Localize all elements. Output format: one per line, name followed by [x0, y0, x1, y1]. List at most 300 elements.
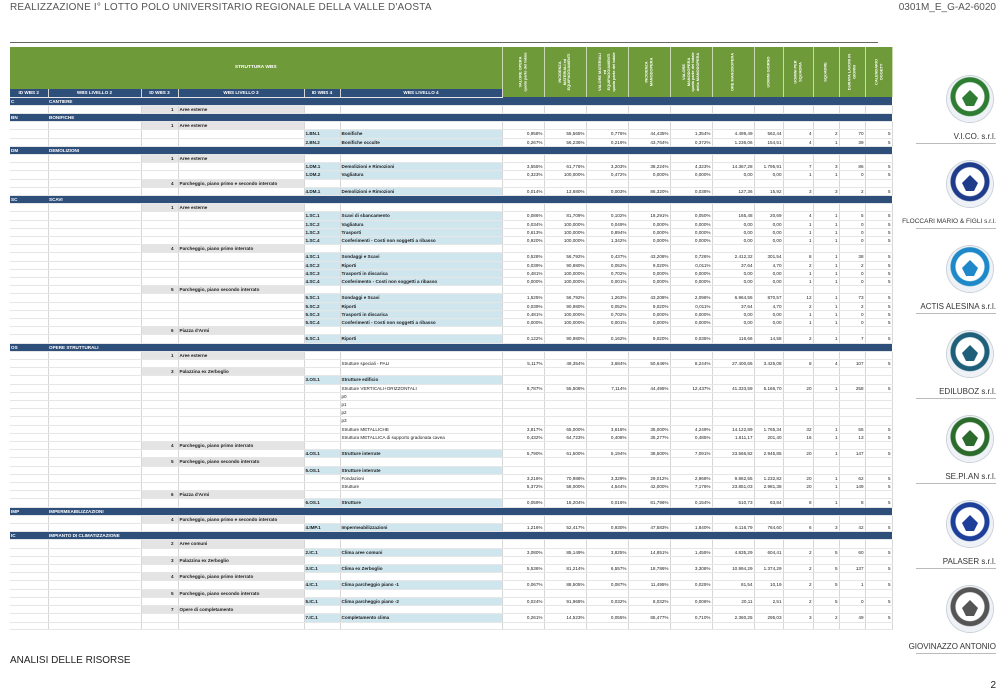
- wbs4-id: 7.IC.1: [304, 614, 340, 622]
- wbs-level3-row: [10, 458, 892, 466]
- empty-cell: [628, 622, 670, 629]
- value-cell: 0,472%: [586, 171, 628, 179]
- document-code: 0301M_E_G-A2-6020: [898, 2, 996, 13]
- wbs4-name: Fondazioni: [340, 474, 502, 482]
- value-cell: 10.994,29: [712, 565, 754, 573]
- value-cell: 1: [783, 236, 813, 244]
- value-cell: 38,224%: [628, 163, 670, 171]
- value-cell: 5: [865, 138, 892, 146]
- column-header-label: ORE MANODOPERA: [729, 52, 735, 92]
- value-cell: 1.232,82: [754, 474, 783, 482]
- value-cell: 149: [839, 483, 865, 491]
- wbs4-id: 3.OS.1: [304, 376, 340, 384]
- empty-cell: [712, 573, 754, 581]
- empty-cell: [586, 154, 628, 162]
- empty-cell: [10, 433, 48, 441]
- wbs3-name: Parcheggio, piano secondo interrato: [178, 589, 304, 597]
- value-cell: 60: [839, 548, 865, 556]
- wbs4-name: p3: [340, 417, 502, 425]
- value-cell: 20,11: [712, 597, 754, 605]
- empty-cell: [178, 163, 304, 171]
- value-cell: 3,216%: [502, 474, 544, 482]
- value-cell: 0,102%: [586, 212, 628, 220]
- wbs3-id: 4: [141, 245, 178, 253]
- empty-cell: [10, 581, 48, 589]
- wbs-level4-row: [10, 433, 892, 441]
- value-cell: 0,034%: [502, 220, 544, 228]
- empty-cell: [48, 556, 141, 564]
- wbs-level4-row: [10, 614, 892, 622]
- value-cell: 5: [865, 597, 892, 605]
- empty-cell: [628, 245, 670, 253]
- column-header: [586, 47, 628, 97]
- empty-cell: [48, 171, 141, 179]
- empty-cell: [544, 515, 586, 523]
- value-cell: [586, 417, 628, 425]
- value-cell: 5: [865, 474, 892, 482]
- empty-cell: [502, 245, 544, 253]
- value-cell: [865, 401, 892, 409]
- value-cell: 0,000%: [628, 228, 670, 236]
- value-cell: [586, 376, 628, 384]
- empty-cell: [502, 573, 544, 581]
- empty-cell: [783, 442, 813, 450]
- wbs4-name: p1: [340, 401, 502, 409]
- empty-cell: [48, 433, 141, 441]
- empty-cell: [628, 458, 670, 466]
- value-cell: 1: [813, 310, 839, 318]
- empty-cell: [783, 368, 813, 376]
- empty-cell: [48, 614, 141, 622]
- value-cell: 18,204%: [544, 499, 586, 507]
- value-cell: 7,176%: [670, 483, 712, 491]
- empty-cell: [178, 261, 304, 269]
- value-cell: 0,00: [754, 171, 783, 179]
- wbs4-id: 4.SC.3: [304, 269, 340, 277]
- value-cell: 2,51: [754, 597, 783, 605]
- empty-cell: [304, 515, 340, 523]
- value-cell: 81,54: [712, 581, 754, 589]
- empty-cell: [865, 491, 892, 499]
- wbs-level4-row: [10, 450, 892, 458]
- empty-cell: [141, 212, 178, 220]
- empty-cell: [865, 245, 892, 253]
- partner-divider: [916, 568, 996, 569]
- value-cell: 73: [839, 294, 865, 302]
- value-cell: [783, 466, 813, 474]
- empty-cell: [48, 474, 141, 482]
- wbs-level3-row: [10, 573, 892, 581]
- value-cell: 0,003%: [586, 187, 628, 195]
- empty-cell: [178, 581, 304, 589]
- empty-cell: [178, 138, 304, 146]
- wbs-level4-row: [10, 417, 892, 425]
- value-cell: 0,050%: [670, 212, 712, 220]
- value-cell: [865, 466, 892, 474]
- section-name: DEMOLIZIONI: [48, 146, 502, 154]
- wbs4-id: 6.SC.1: [304, 335, 340, 343]
- empty-cell: [839, 606, 865, 614]
- empty-cell: [712, 351, 754, 359]
- value-cell: [839, 409, 865, 417]
- value-cell: 1,263%: [586, 294, 628, 302]
- empty-cell: [178, 228, 304, 236]
- wbs3-id: 3: [141, 368, 178, 376]
- empty-cell: [304, 606, 340, 614]
- empty-cell: [304, 622, 340, 629]
- value-cell: 3,329%: [586, 474, 628, 482]
- section-fill: [502, 97, 892, 105]
- empty-cell: [628, 606, 670, 614]
- empty-cell: [628, 286, 670, 294]
- empty-cell: [586, 204, 628, 212]
- value-cell: 5: [865, 277, 892, 285]
- value-cell: [712, 376, 754, 384]
- value-cell: 38: [839, 253, 865, 261]
- empty-cell: [141, 622, 178, 629]
- value-cell: 4: [813, 360, 839, 368]
- section-name: OPERE STRUTTURALI: [48, 343, 502, 351]
- wbs-level4-row: [10, 597, 892, 605]
- value-cell: 55,506%: [544, 384, 586, 392]
- empty-cell: [754, 122, 783, 130]
- wbs-level3-row: [10, 606, 892, 614]
- empty-cell: [48, 425, 141, 433]
- empty-cell: [10, 499, 48, 507]
- partner-block: [908, 582, 1000, 666]
- value-cell: 0,052%: [586, 261, 628, 269]
- partner-block: [912, 412, 1000, 496]
- empty-cell: [754, 204, 783, 212]
- empty-cell: [48, 589, 141, 597]
- empty-cell: [813, 204, 839, 212]
- palaser-logo-icon: [947, 501, 993, 547]
- value-cell: 3,203%: [586, 163, 628, 171]
- empty-cell: [10, 261, 48, 269]
- empty-cell: [670, 204, 712, 212]
- empty-cell: [502, 286, 544, 294]
- empty-cell: [141, 171, 178, 179]
- empty-cell: [783, 105, 813, 113]
- empty-cell: [304, 351, 340, 359]
- wbs-level4-row: [10, 581, 892, 589]
- value-cell: [502, 466, 544, 474]
- empty-cell: [141, 228, 178, 236]
- empty-cell: [48, 515, 141, 523]
- column-header: [783, 47, 813, 97]
- value-cell: 4,70: [754, 302, 783, 310]
- value-cell: 13,680%: [544, 187, 586, 195]
- empty-cell: [141, 163, 178, 171]
- empty-cell: [48, 606, 141, 614]
- wbs4-name: Demolizioni e Rimozioni: [340, 187, 502, 195]
- empty-cell: [754, 351, 783, 359]
- empty-cell: [813, 351, 839, 359]
- empty-cell: [304, 589, 340, 597]
- empty-cell: [754, 442, 783, 450]
- wbs3-id: 1: [141, 105, 178, 113]
- wbs4-name: Conferimenti - Costi non soggetti a ribasso: [340, 318, 502, 326]
- wbs3-name: Parcheggio, piano primo interrato: [178, 245, 304, 253]
- wbs4-id: 1.SC.4: [304, 236, 340, 244]
- empty-cell: [178, 524, 304, 532]
- value-cell: 3: [783, 187, 813, 195]
- empty-cell: [178, 236, 304, 244]
- value-cell: 5: [865, 425, 892, 433]
- empty-cell: [839, 204, 865, 212]
- empty-cell: [502, 606, 544, 614]
- empty-cell: [10, 384, 48, 392]
- id-column-header: ID WBS 3: [141, 89, 178, 97]
- wbs-level4-row: [10, 269, 892, 277]
- empty-cell: [865, 286, 892, 294]
- value-cell: [813, 401, 839, 409]
- value-cell: 0,000%: [502, 277, 544, 285]
- empty-cell: [48, 261, 141, 269]
- empty-cell: [178, 499, 304, 507]
- empty-cell: [586, 368, 628, 376]
- wbs4-id: [304, 401, 340, 409]
- value-cell: 16: [783, 433, 813, 441]
- empty-cell: [48, 245, 141, 253]
- empty-cell: [141, 236, 178, 244]
- value-cell: 5: [865, 294, 892, 302]
- value-cell: 0,000%: [670, 228, 712, 236]
- empty-cell: [586, 573, 628, 581]
- wbs4-name: Demolizioni e Rimozioni: [340, 163, 502, 171]
- value-cell: 8: [783, 360, 813, 368]
- value-cell: [865, 392, 892, 400]
- value-cell: 0,016%: [586, 499, 628, 507]
- empty-cell: [340, 179, 502, 187]
- empty-cell: [502, 368, 544, 376]
- wbs4-name: Bonifiche occulte: [340, 138, 502, 146]
- empty-cell: [10, 565, 48, 573]
- empty-cell: [178, 466, 304, 474]
- wbs3-name: Piazza d'Armi: [178, 491, 304, 499]
- empty-cell: [178, 614, 304, 622]
- value-cell: 81,709%: [544, 212, 586, 220]
- empty-cell: [340, 442, 502, 450]
- value-cell: 23.566,82: [712, 450, 754, 458]
- empty-cell: [839, 515, 865, 523]
- empty-cell: [10, 515, 48, 523]
- section-row: [10, 146, 892, 154]
- value-cell: 5: [865, 384, 892, 392]
- partner-divider: [916, 143, 996, 144]
- value-cell: 20,69: [754, 212, 783, 220]
- empty-cell: [628, 556, 670, 564]
- empty-cell: [783, 204, 813, 212]
- value-cell: 0,00: [712, 220, 754, 228]
- value-cell: 0,00: [712, 171, 754, 179]
- value-cell: 2: [783, 548, 813, 556]
- partner-block: [912, 242, 1000, 326]
- wbs-level3-row: [10, 179, 892, 187]
- empty-cell: [754, 327, 783, 335]
- vico-logo-icon: [947, 76, 993, 122]
- value-cell: [839, 376, 865, 384]
- empty-cell: [670, 368, 712, 376]
- empty-cell: [48, 540, 141, 548]
- empty-cell: [839, 491, 865, 499]
- empty-cell: [141, 360, 178, 368]
- empty-cell: [48, 204, 141, 212]
- value-cell: 5: [865, 499, 892, 507]
- value-cell: [712, 392, 754, 400]
- empty-cell: [10, 179, 48, 187]
- value-cell: 0,323%: [502, 171, 544, 179]
- value-cell: 1: [813, 384, 839, 392]
- value-cell: 0,001%: [586, 277, 628, 285]
- value-cell: [813, 392, 839, 400]
- value-cell: 0,00: [712, 277, 754, 285]
- empty-cell: [670, 286, 712, 294]
- wbs4-id: 1.DM.2: [304, 171, 340, 179]
- value-cell: 5: [865, 187, 892, 195]
- value-cell: 2: [783, 581, 813, 589]
- value-cell: 8: [839, 499, 865, 507]
- value-cell: 91,968%: [544, 597, 586, 605]
- wbs-level4-row: [10, 409, 892, 417]
- section-fill: [502, 146, 892, 154]
- empty-cell: [865, 442, 892, 450]
- partner-name: SE.PI.AN s.r.l.: [945, 472, 996, 481]
- empty-cell: [48, 138, 141, 146]
- column-header-label: INCIDENZA MATERIALI ed EQUIPAGGIAMENTI: [557, 53, 572, 91]
- empty-cell: [502, 515, 544, 523]
- value-cell: 0,000%: [628, 277, 670, 285]
- value-cell: 1,840%: [670, 524, 712, 532]
- value-cell: 100,000%: [544, 318, 586, 326]
- wbs-level4-row: [10, 187, 892, 195]
- empty-cell: [670, 351, 712, 359]
- value-cell: 5,117%: [502, 360, 544, 368]
- wbs-level3-row: [10, 286, 892, 294]
- value-cell: [670, 417, 712, 425]
- empty-cell: [10, 253, 48, 261]
- empty-cell: [141, 474, 178, 482]
- empty-cell: [586, 458, 628, 466]
- wbs3-name: Parcheggio, piano primo e secondo interrato: [178, 179, 304, 187]
- empty-cell: [141, 302, 178, 310]
- empty-cell: [48, 318, 141, 326]
- wbs-level4-row: [10, 376, 892, 384]
- value-cell: 0,000%: [628, 269, 670, 277]
- empty-cell: [502, 122, 544, 130]
- wbs4-name: Strutture: [340, 483, 502, 491]
- value-cell: 5: [865, 450, 892, 458]
- empty-cell: [48, 499, 141, 507]
- value-cell: 0,437%: [586, 253, 628, 261]
- wbs4-id: [304, 474, 340, 482]
- wbs-level4-row: [10, 212, 892, 220]
- empty-cell: [712, 442, 754, 450]
- value-cell: 11,495%: [628, 581, 670, 589]
- wbs4-name: Riporti: [340, 302, 502, 310]
- wbs3-name: Palazzina ex Zerboglio: [178, 556, 304, 564]
- value-cell: 0,528%: [502, 253, 544, 261]
- value-cell: 2: [839, 302, 865, 310]
- partner-block: [912, 327, 1000, 411]
- empty-cell: [670, 458, 712, 466]
- value-cell: 100,000%: [544, 171, 586, 179]
- section-id: IC: [10, 532, 48, 540]
- empty-cell: [178, 171, 304, 179]
- value-cell: [839, 466, 865, 474]
- wbs3-name: Piazza d'Armi: [178, 327, 304, 335]
- empty-cell: [813, 540, 839, 548]
- section-fill: [502, 507, 892, 515]
- empty-cell: [865, 327, 892, 335]
- value-cell: [865, 409, 892, 417]
- value-cell: 0,613%: [502, 228, 544, 236]
- wbs-level3-row: [10, 442, 892, 450]
- empty-cell: [141, 597, 178, 605]
- value-cell: 86,320%: [628, 187, 670, 195]
- column-header: [712, 47, 754, 97]
- empty-cell: [178, 565, 304, 573]
- empty-cell: [754, 556, 783, 564]
- empty-cell: [48, 597, 141, 605]
- empty-cell: [10, 450, 48, 458]
- value-cell: 55,565%: [544, 130, 586, 138]
- wbs-resource-table: [10, 47, 891, 630]
- value-cell: 0,000%: [670, 310, 712, 318]
- empty-cell: [48, 392, 141, 400]
- wbs-level3-row: [10, 351, 892, 359]
- value-cell: 1: [813, 335, 839, 343]
- value-cell: 2.945,85: [754, 450, 783, 458]
- empty-cell: [10, 245, 48, 253]
- empty-cell: [10, 310, 48, 318]
- value-cell: 18,786%: [628, 565, 670, 573]
- empty-cell: [10, 540, 48, 548]
- value-cell: 4: [783, 212, 813, 220]
- value-cell: [754, 417, 783, 425]
- value-cell: 7,091%: [670, 450, 712, 458]
- partner-divider: [916, 398, 996, 399]
- wbs4-id: [304, 409, 340, 417]
- id-column-header: WBS LIVELLO 3: [178, 89, 304, 97]
- empty-cell: [865, 351, 892, 359]
- empty-cell: [178, 294, 304, 302]
- value-cell: [628, 466, 670, 474]
- empty-cell: [544, 154, 586, 162]
- empty-cell: [10, 138, 48, 146]
- value-cell: 5: [865, 335, 892, 343]
- empty-cell: [48, 294, 141, 302]
- value-cell: 0,006%: [670, 597, 712, 605]
- value-cell: 0,049%: [586, 220, 628, 228]
- wbs4-name: Strutture edificio: [340, 376, 502, 384]
- empty-cell: [10, 491, 48, 499]
- empty-cell: [10, 351, 48, 359]
- value-cell: 0,154%: [670, 499, 712, 507]
- empty-cell: [178, 220, 304, 228]
- wbs4-name: Sondaggi e Scavi: [340, 253, 502, 261]
- wbs4-id: 2.BN.2: [304, 138, 340, 146]
- empty-cell: [813, 154, 839, 162]
- value-cell: 5: [865, 614, 892, 622]
- empty-cell: [544, 540, 586, 548]
- wbs4-name: Strutture interrate: [340, 450, 502, 458]
- id-column-header: WBS LIVELLO 2: [48, 89, 141, 97]
- wbs-level4-row: [10, 548, 892, 556]
- value-cell: 14,523%: [544, 614, 586, 622]
- empty-cell: [813, 515, 839, 523]
- value-cell: 3,684%: [586, 360, 628, 368]
